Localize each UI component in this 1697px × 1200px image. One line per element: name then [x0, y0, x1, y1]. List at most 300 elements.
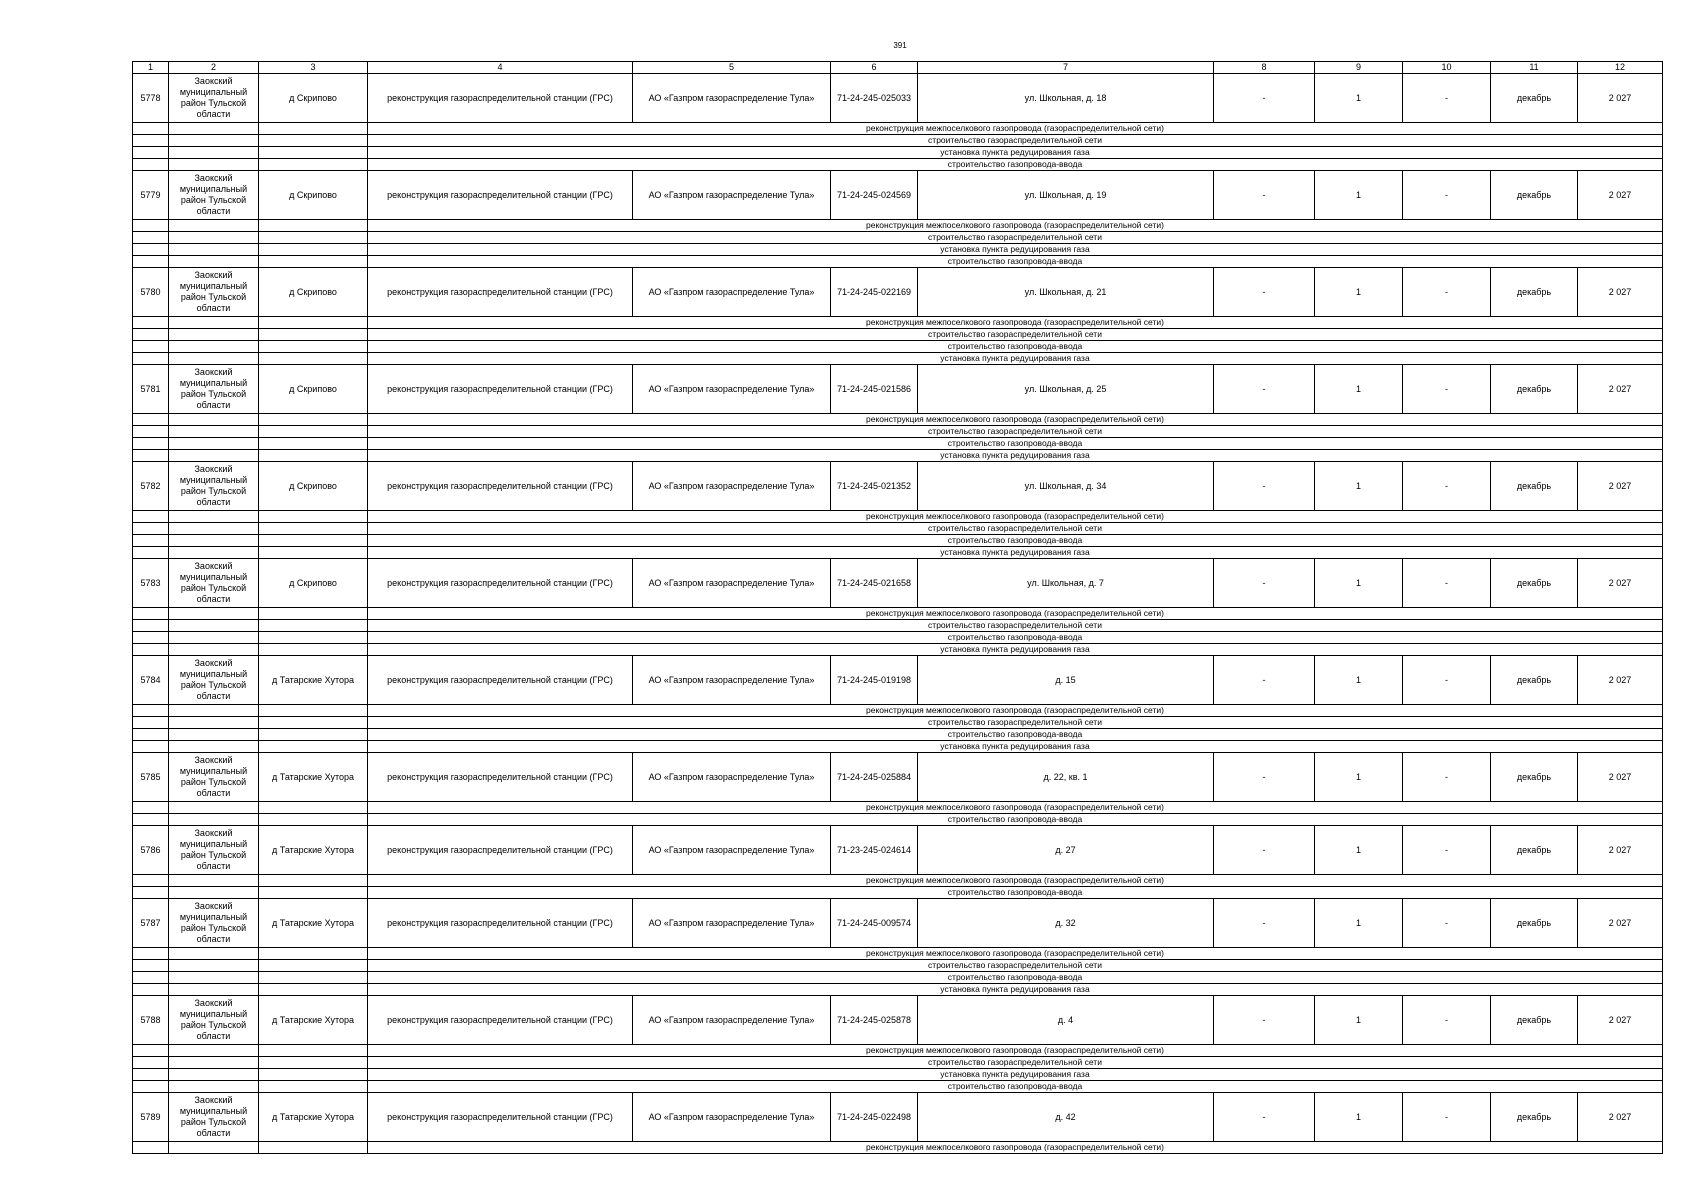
column-10-cell: -: [1403, 753, 1491, 802]
work-item-cell: строительство газопровода-ввода: [368, 972, 1663, 984]
month-cell: декабрь: [1491, 268, 1578, 317]
year-cell: 2 027: [1578, 656, 1663, 705]
work-spacer-cell: [259, 960, 368, 972]
work-spacer-cell: [259, 523, 368, 535]
column-9-cell: 1: [1315, 171, 1403, 220]
work-spacer-cell: [259, 705, 368, 717]
work-spacer-cell: [169, 341, 259, 353]
work-spacer-cell: [133, 159, 169, 171]
work-item-row: [133, 875, 1663, 887]
work-item-row: [133, 232, 1663, 244]
object-code-cell: 71-23-245-024614: [831, 826, 918, 875]
work-spacer-cell: [133, 632, 169, 644]
work-spacer-cell: [133, 620, 169, 632]
work-item-cell: установка пункта редуцирования газа: [368, 450, 1663, 462]
object-code-cell: 71-24-245-021658: [831, 559, 918, 608]
year-cell: 2 027: [1578, 74, 1663, 123]
settlement-cell: д Скрипово: [259, 365, 368, 414]
district-cell: Заокский муниципальный район Тульской области: [169, 996, 259, 1045]
work-item-row: [133, 1045, 1663, 1057]
column-number-cell: 5: [633, 62, 831, 74]
year-cell: 2 027: [1578, 171, 1663, 220]
work-spacer-cell: [133, 1081, 169, 1093]
work-item-cell: строительство газораспределительной сети: [368, 620, 1663, 632]
work-item-row: [133, 426, 1663, 438]
work-item-cell: установка пункта редуцирования газа: [368, 644, 1663, 656]
column-number-cell: 10: [1403, 62, 1491, 74]
work-spacer-cell: [133, 717, 169, 729]
column-9-cell: 1: [1315, 74, 1403, 123]
work-item-cell: строительство газораспределительной сети: [368, 232, 1663, 244]
work-item-row: [133, 329, 1663, 341]
work-spacer-cell: [259, 972, 368, 984]
work-spacer-cell: [169, 948, 259, 960]
work-spacer-cell: [169, 960, 259, 972]
work-spacer-cell: [259, 244, 368, 256]
organization-cell: АО «Газпром газораспределение Тула»: [633, 1093, 831, 1142]
year-cell: 2 027: [1578, 826, 1663, 875]
record-number-cell: 5782: [133, 462, 169, 511]
address-cell: ул. Школьная, д. 34: [918, 462, 1214, 511]
work-spacer-cell: [259, 984, 368, 996]
settlement-cell: д Скрипово: [259, 462, 368, 511]
work-spacer-cell: [169, 632, 259, 644]
organization-cell: АО «Газпром газораспределение Тула»: [633, 171, 831, 220]
column-8-cell: -: [1214, 656, 1315, 705]
work-spacer-cell: [133, 135, 169, 147]
work-spacer-cell: [133, 948, 169, 960]
work-spacer-cell: [169, 887, 259, 899]
work-item-row: [133, 620, 1663, 632]
work-spacer-cell: [169, 159, 259, 171]
work-spacer-cell: [133, 535, 169, 547]
organization-cell: АО «Газпром газораспределение Тула»: [633, 996, 831, 1045]
organization-cell: АО «Газпром газораспределение Тула»: [633, 656, 831, 705]
work-item-row: [133, 644, 1663, 656]
work-item-row: [133, 972, 1663, 984]
work-spacer-cell: [259, 450, 368, 462]
work-item-row: [133, 220, 1663, 232]
column-10-cell: -: [1403, 462, 1491, 511]
work-spacer-cell: [133, 438, 169, 450]
work-spacer-cell: [259, 438, 368, 450]
column-8-cell: -: [1214, 996, 1315, 1045]
work-spacer-cell: [169, 414, 259, 426]
work-spacer-cell: [133, 523, 169, 535]
column-number-cell: 1: [133, 62, 169, 74]
object-cell: реконструкция газораспределительной станции (ГРС): [368, 462, 633, 511]
work-spacer-cell: [133, 1142, 169, 1154]
record-number-cell: 5789: [133, 1093, 169, 1142]
work-spacer-cell: [259, 535, 368, 547]
work-spacer-cell: [259, 426, 368, 438]
object-cell: реконструкция газораспределительной станции (ГРС): [368, 365, 633, 414]
district-cell: Заокский муниципальный район Тульской области: [169, 753, 259, 802]
district-cell: Заокский муниципальный район Тульской области: [169, 74, 259, 123]
work-spacer-cell: [169, 1142, 259, 1154]
organization-cell: АО «Газпром газораспределение Тула»: [633, 74, 831, 123]
record-number-cell: 5788: [133, 996, 169, 1045]
work-spacer-cell: [133, 887, 169, 899]
district-cell: Заокский муниципальный район Тульской области: [169, 365, 259, 414]
work-spacer-cell: [169, 123, 259, 135]
work-spacer-cell: [259, 1142, 368, 1154]
address-cell: д. 42: [918, 1093, 1214, 1142]
work-spacer-cell: [133, 644, 169, 656]
work-spacer-cell: [133, 244, 169, 256]
work-spacer-cell: [169, 511, 259, 523]
work-spacer-cell: [169, 620, 259, 632]
object-cell: реконструкция газораспределительной станции (ГРС): [368, 74, 633, 123]
work-spacer-cell: [169, 547, 259, 559]
organization-cell: АО «Газпром газораспределение Тула»: [633, 899, 831, 948]
work-spacer-cell: [259, 875, 368, 887]
work-spacer-cell: [259, 1057, 368, 1069]
work-item-cell: строительство газопровода-ввода: [368, 632, 1663, 644]
work-spacer-cell: [259, 317, 368, 329]
work-spacer-cell: [259, 729, 368, 741]
work-spacer-cell: [169, 329, 259, 341]
work-spacer-cell: [259, 741, 368, 753]
page-number: 391: [893, 41, 907, 50]
work-spacer-cell: [133, 1069, 169, 1081]
registry-table: [132, 61, 1663, 1154]
work-item-row: [133, 353, 1663, 365]
column-8-cell: -: [1214, 268, 1315, 317]
work-spacer-cell: [259, 887, 368, 899]
object-code-cell: 71-24-245-025878: [831, 996, 918, 1045]
record-number-cell: 5779: [133, 171, 169, 220]
work-spacer-cell: [169, 729, 259, 741]
work-item-row: [133, 135, 1663, 147]
work-spacer-cell: [133, 511, 169, 523]
work-spacer-cell: [133, 802, 169, 814]
work-spacer-cell: [259, 1069, 368, 1081]
work-item-row: [133, 802, 1663, 814]
work-item-row: [133, 547, 1663, 559]
work-item-cell: реконструкция межпоселкового газопровода (газораспределительной сети): [368, 1045, 1663, 1057]
work-item-row: [133, 887, 1663, 899]
work-item-cell: строительство газопровода-ввода: [368, 256, 1663, 268]
object-code-cell: 71-24-245-022169: [831, 268, 918, 317]
work-item-cell: строительство газопровода-ввода: [368, 887, 1663, 899]
work-spacer-cell: [259, 547, 368, 559]
object-cell: реконструкция газораспределительной станции (ГРС): [368, 656, 633, 705]
work-item-row: [133, 1057, 1663, 1069]
district-cell: Заокский муниципальный район Тульской области: [169, 656, 259, 705]
work-spacer-cell: [259, 123, 368, 135]
table-row: [133, 365, 1663, 414]
work-spacer-cell: [169, 523, 259, 535]
work-item-cell: установка пункта редуцирования газа: [368, 147, 1663, 159]
work-item-row: [133, 256, 1663, 268]
work-spacer-cell: [169, 608, 259, 620]
object-cell: реконструкция газораспределительной станции (ГРС): [368, 753, 633, 802]
work-item-cell: строительство газораспределительной сети: [368, 717, 1663, 729]
work-item-cell: установка пункта редуцирования газа: [368, 741, 1663, 753]
work-item-row: [133, 1081, 1663, 1093]
work-spacer-cell: [169, 438, 259, 450]
object-code-cell: 71-24-245-024569: [831, 171, 918, 220]
year-cell: 2 027: [1578, 559, 1663, 608]
table-row: [133, 74, 1663, 123]
work-spacer-cell: [259, 329, 368, 341]
address-cell: д. 15: [918, 656, 1214, 705]
organization-cell: АО «Газпром газораспределение Тула»: [633, 753, 831, 802]
month-cell: декабрь: [1491, 656, 1578, 705]
work-item-row: [133, 814, 1663, 826]
month-cell: декабрь: [1491, 899, 1578, 948]
district-cell: Заокский муниципальный район Тульской области: [169, 171, 259, 220]
work-spacer-cell: [133, 414, 169, 426]
record-number-cell: 5787: [133, 899, 169, 948]
work-spacer-cell: [133, 232, 169, 244]
year-cell: 2 027: [1578, 365, 1663, 414]
work-spacer-cell: [259, 632, 368, 644]
object-cell: реконструкция газораспределительной станции (ГРС): [368, 268, 633, 317]
column-number-row: [133, 62, 1663, 74]
year-cell: 2 027: [1578, 996, 1663, 1045]
work-item-cell: строительство газопровода-ввода: [368, 159, 1663, 171]
work-spacer-cell: [133, 814, 169, 826]
work-item-row: [133, 608, 1663, 620]
object-code-cell: 71-24-245-021586: [831, 365, 918, 414]
settlement-cell: д Татарские Хутора: [259, 1093, 368, 1142]
column-number-cell: 6: [831, 62, 918, 74]
record-number-cell: 5780: [133, 268, 169, 317]
work-spacer-cell: [259, 717, 368, 729]
table-body: [133, 62, 1663, 1154]
work-item-cell: строительство газопровода-ввода: [368, 1081, 1663, 1093]
column-8-cell: -: [1214, 1093, 1315, 1142]
object-code-cell: 71-24-245-019198: [831, 656, 918, 705]
table-row: [133, 656, 1663, 705]
work-item-row: [133, 450, 1663, 462]
work-spacer-cell: [133, 123, 169, 135]
column-8-cell: -: [1214, 462, 1315, 511]
month-cell: декабрь: [1491, 74, 1578, 123]
year-cell: 2 027: [1578, 462, 1663, 511]
work-item-cell: строительство газопровода-ввода: [368, 814, 1663, 826]
column-10-cell: -: [1403, 268, 1491, 317]
address-cell: ул. Школьная, д. 19: [918, 171, 1214, 220]
work-spacer-cell: [169, 232, 259, 244]
column-number-cell: 9: [1315, 62, 1403, 74]
settlement-cell: д Татарские Хутора: [259, 996, 368, 1045]
work-spacer-cell: [169, 644, 259, 656]
column-number-cell: 8: [1214, 62, 1315, 74]
work-spacer-cell: [169, 875, 259, 887]
column-9-cell: 1: [1315, 996, 1403, 1045]
table-row: [133, 559, 1663, 608]
column-number-cell: 7: [918, 62, 1214, 74]
work-spacer-cell: [133, 972, 169, 984]
month-cell: декабрь: [1491, 996, 1578, 1045]
work-item-cell: реконструкция межпоселкового газопровода (газораспределительной сети): [368, 802, 1663, 814]
object-code-cell: 71-24-245-025884: [831, 753, 918, 802]
column-9-cell: 1: [1315, 462, 1403, 511]
record-number-cell: 5778: [133, 74, 169, 123]
work-spacer-cell: [133, 960, 169, 972]
work-spacer-cell: [169, 244, 259, 256]
column-9-cell: 1: [1315, 365, 1403, 414]
work-spacer-cell: [169, 1081, 259, 1093]
table-row: [133, 753, 1663, 802]
work-item-row: [133, 705, 1663, 717]
column-9-cell: 1: [1315, 899, 1403, 948]
address-cell: д. 22, кв. 1: [918, 753, 1214, 802]
work-item-row: [133, 984, 1663, 996]
work-item-row: [133, 147, 1663, 159]
work-item-cell: установка пункта редуцирования газа: [368, 1069, 1663, 1081]
column-10-cell: -: [1403, 559, 1491, 608]
work-item-row: [133, 438, 1663, 450]
work-item-cell: реконструкция межпоселкового газопровода (газораспределительной сети): [368, 317, 1663, 329]
work-item-row: [133, 414, 1663, 426]
address-cell: д. 27: [918, 826, 1214, 875]
work-item-cell: реконструкция межпоселкового газопровода (газораспределительной сети): [368, 875, 1663, 887]
column-9-cell: 1: [1315, 559, 1403, 608]
address-cell: ул. Школьная, д. 18: [918, 74, 1214, 123]
column-number-cell: 4: [368, 62, 633, 74]
work-spacer-cell: [169, 705, 259, 717]
column-8-cell: -: [1214, 826, 1315, 875]
work-spacer-cell: [259, 948, 368, 960]
work-item-cell: реконструкция межпоселкового газопровода (газораспределительной сети): [368, 414, 1663, 426]
column-9-cell: 1: [1315, 826, 1403, 875]
settlement-cell: д Скрипово: [259, 171, 368, 220]
organization-cell: АО «Газпром газораспределение Тула»: [633, 462, 831, 511]
work-item-row: [133, 729, 1663, 741]
work-item-row: [133, 317, 1663, 329]
work-item-row: [133, 741, 1663, 753]
object-code-cell: 71-24-245-009574: [831, 899, 918, 948]
settlement-cell: д Татарские Хутора: [259, 899, 368, 948]
year-cell: 2 027: [1578, 1093, 1663, 1142]
work-spacer-cell: [169, 814, 259, 826]
work-item-cell: установка пункта редуцирования газа: [368, 353, 1663, 365]
work-spacer-cell: [259, 802, 368, 814]
work-item-row: [133, 523, 1663, 535]
organization-cell: АО «Газпром газораспределение Тула»: [633, 826, 831, 875]
work-spacer-cell: [259, 414, 368, 426]
work-spacer-cell: [133, 329, 169, 341]
work-spacer-cell: [133, 147, 169, 159]
record-number-cell: 5786: [133, 826, 169, 875]
record-number-cell: 5781: [133, 365, 169, 414]
work-spacer-cell: [169, 802, 259, 814]
object-cell: реконструкция газораспределительной станции (ГРС): [368, 171, 633, 220]
table-row: [133, 268, 1663, 317]
work-item-cell: строительство газопровода-ввода: [368, 438, 1663, 450]
record-number-cell: 5783: [133, 559, 169, 608]
work-item-row: [133, 960, 1663, 972]
record-number-cell: 5785: [133, 753, 169, 802]
column-10-cell: -: [1403, 171, 1491, 220]
column-10-cell: -: [1403, 996, 1491, 1045]
record-number-cell: 5784: [133, 656, 169, 705]
work-spacer-cell: [133, 426, 169, 438]
work-item-cell: строительство газораспределительной сети: [368, 1057, 1663, 1069]
work-spacer-cell: [169, 220, 259, 232]
district-cell: Заокский муниципальный район Тульской области: [169, 899, 259, 948]
work-spacer-cell: [133, 341, 169, 353]
settlement-cell: д Скрипово: [259, 74, 368, 123]
settlement-cell: д Татарские Хутора: [259, 656, 368, 705]
column-number-cell: 12: [1578, 62, 1663, 74]
district-cell: Заокский муниципальный район Тульской области: [169, 1093, 259, 1142]
object-cell: реконструкция газораспределительной станции (ГРС): [368, 559, 633, 608]
work-item-cell: строительство газораспределительной сети: [368, 523, 1663, 535]
work-spacer-cell: [259, 232, 368, 244]
column-number-cell: 3: [259, 62, 368, 74]
work-item-row: [133, 632, 1663, 644]
work-item-row: [133, 123, 1663, 135]
work-spacer-cell: [259, 1081, 368, 1093]
month-cell: декабрь: [1491, 171, 1578, 220]
work-item-cell: строительство газопровода-ввода: [368, 341, 1663, 353]
column-number-cell: 2: [169, 62, 259, 74]
district-cell: Заокский муниципальный район Тульской области: [169, 559, 259, 608]
district-cell: Заокский муниципальный район Тульской области: [169, 462, 259, 511]
address-cell: ул. Школьная, д. 21: [918, 268, 1214, 317]
column-9-cell: 1: [1315, 268, 1403, 317]
column-number-cell: 11: [1491, 62, 1578, 74]
column-8-cell: -: [1214, 365, 1315, 414]
column-8-cell: -: [1214, 74, 1315, 123]
month-cell: декабрь: [1491, 365, 1578, 414]
work-spacer-cell: [133, 1057, 169, 1069]
work-spacer-cell: [169, 717, 259, 729]
column-8-cell: -: [1214, 559, 1315, 608]
month-cell: декабрь: [1491, 559, 1578, 608]
work-item-row: [133, 948, 1663, 960]
work-spacer-cell: [133, 984, 169, 996]
column-8-cell: -: [1214, 171, 1315, 220]
work-item-cell: реконструкция межпоселкового газопровода (газораспределительной сети): [368, 220, 1663, 232]
work-spacer-cell: [133, 547, 169, 559]
work-item-row: [133, 244, 1663, 256]
object-cell: реконструкция газораспределительной станции (ГРС): [368, 826, 633, 875]
work-spacer-cell: [133, 317, 169, 329]
work-spacer-cell: [133, 729, 169, 741]
work-spacer-cell: [133, 608, 169, 620]
work-spacer-cell: [133, 353, 169, 365]
address-cell: д. 32: [918, 899, 1214, 948]
object-code-cell: 71-24-245-025033: [831, 74, 918, 123]
work-item-row: [133, 535, 1663, 547]
month-cell: декабрь: [1491, 1093, 1578, 1142]
year-cell: 2 027: [1578, 753, 1663, 802]
work-item-cell: строительство газопровода-ввода: [368, 729, 1663, 741]
work-item-cell: реконструкция межпоселкового газопровода (газораспределительной сети): [368, 1142, 1663, 1154]
work-spacer-cell: [259, 159, 368, 171]
work-spacer-cell: [259, 341, 368, 353]
work-spacer-cell: [259, 1045, 368, 1057]
work-item-cell: строительство газораспределительной сети: [368, 960, 1663, 972]
work-spacer-cell: [169, 535, 259, 547]
address-cell: д. 4: [918, 996, 1214, 1045]
work-spacer-cell: [259, 353, 368, 365]
table-row: [133, 826, 1663, 875]
district-cell: Заокский муниципальный район Тульской области: [169, 826, 259, 875]
column-8-cell: -: [1214, 753, 1315, 802]
table-row: [133, 462, 1663, 511]
work-item-cell: установка пункта редуцирования газа: [368, 984, 1663, 996]
work-spacer-cell: [169, 1057, 259, 1069]
work-spacer-cell: [133, 741, 169, 753]
work-spacer-cell: [133, 256, 169, 268]
